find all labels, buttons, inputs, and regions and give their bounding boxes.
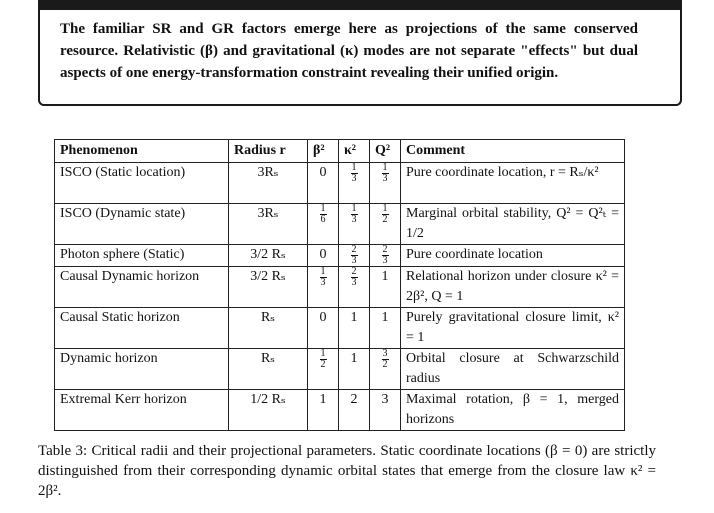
cell-kappa — [339, 267, 370, 308]
cell-comment: Pure coordinate location, r = Rₛ/κ² — [401, 163, 625, 204]
cell-beta: 0 — [308, 163, 339, 204]
cell-radius: Rₛ — [229, 349, 308, 390]
cell-kappa: 2 — [339, 390, 370, 431]
cell-kappa: 1 — [339, 308, 370, 349]
cell-beta: 0 — [308, 308, 339, 349]
frac-num: 2 — [351, 244, 357, 255]
cell-radius: 1/2 Rₛ — [229, 390, 308, 431]
frac-den: 2 — [382, 214, 388, 225]
table-row — [55, 163, 625, 204]
table-row — [55, 245, 625, 267]
frac-den: 3 — [320, 277, 326, 288]
cell-phenomenon: Causal Static horizon — [55, 308, 229, 349]
frac-num: 1 — [320, 266, 326, 277]
frac-den: 3 — [351, 277, 357, 288]
col-header-kappa: κ² — [339, 140, 370, 163]
cell-comment: Relational horizon under closure κ² = 2β², Q = 1 — [401, 267, 625, 308]
cell-q — [370, 204, 401, 245]
table-caption: Table 3: Critical radii and their projectional parameters. Static coordinate locations (β = 0) are strictly distinguished from their corresponding dynamic orbital states that emerge from the closure law κ² = 2β². — [38, 443, 656, 499]
frac-num: 1 — [351, 162, 357, 173]
frac-den: 6 — [320, 214, 326, 225]
frac-num: 2 — [351, 266, 357, 277]
frac-num: 1 — [382, 203, 388, 214]
cell-q: 3 — [370, 390, 401, 431]
cell-phenomenon: Dynamic horizon — [55, 349, 229, 390]
cell-comment: Pure coordinate location — [401, 245, 625, 267]
col-header-comment: Comment — [401, 140, 625, 163]
summary-text: The familiar SR and GR factors emerge here as projections of the same conserved resource. Relativistic (β) and gravitational (κ) modes are not separate "effects" but dual aspects of one energy-transformation constraint revealing their unified origin. — [60, 21, 638, 81]
table-row — [55, 349, 625, 390]
cell-beta: 1 — [308, 390, 339, 431]
frac-num: 1 — [382, 162, 388, 173]
cell-kappa — [339, 245, 370, 267]
frac-den: 2 — [320, 359, 326, 370]
col-header-beta: β² — [308, 140, 339, 163]
cell-comment: Marginal orbital stability, Q² = Q²ₜ = 1/2 — [401, 204, 625, 245]
table-header-row — [55, 140, 625, 163]
cell-kappa — [339, 163, 370, 204]
table-row — [55, 204, 625, 245]
cell-kappa — [339, 204, 370, 245]
frac-num: 1 — [320, 348, 326, 359]
frac-num: 1 — [351, 203, 357, 214]
cell-radius: 3/2 Rₛ — [229, 267, 308, 308]
frac-den: 2 — [382, 359, 388, 370]
cell-radius: 3Rₛ — [229, 163, 308, 204]
cell-comment: Purely gravitational closure limit, κ² = 1 — [401, 308, 625, 349]
cell-radius: 3Rₛ — [229, 204, 308, 245]
frac-den: 3 — [382, 173, 388, 184]
cell-phenomenon: Extremal Kerr horizon — [55, 390, 229, 431]
cell-q: 1 — [370, 267, 401, 308]
col-header-radius: Radius r — [229, 140, 308, 163]
table-row — [55, 267, 625, 308]
cell-q — [370, 349, 401, 390]
frac-num: 3 — [382, 348, 388, 359]
table-row — [55, 390, 625, 431]
frac-den: 3 — [351, 214, 357, 225]
cell-q — [370, 245, 401, 267]
frac-den: 3 — [382, 255, 388, 266]
cell-beta — [308, 349, 339, 390]
frac-num: 1 — [320, 203, 326, 214]
cell-kappa: 1 — [339, 349, 370, 390]
critical-radii-table — [54, 139, 625, 431]
frac-num: 2 — [382, 244, 388, 255]
cell-radius: Rₛ — [229, 308, 308, 349]
table-row — [55, 308, 625, 349]
col-header-q: Q² — [370, 140, 401, 163]
cell-phenomenon: Photon sphere (Static) — [55, 245, 229, 267]
cell-phenomenon: ISCO (Dynamic state) — [55, 204, 229, 245]
frac-den: 3 — [351, 255, 357, 266]
cell-phenomenon: ISCO (Static location) — [55, 163, 229, 204]
cell-comment: Maximal rotation, β = 1, merged horizons — [401, 390, 625, 431]
frac-den: 3 — [351, 173, 357, 184]
col-header-phenomenon: Phenomenon — [55, 140, 229, 163]
cell-q: 1 — [370, 308, 401, 349]
cell-beta — [308, 267, 339, 308]
cell-radius: 3/2 Rₛ — [229, 245, 308, 267]
cell-beta: 0 — [308, 245, 339, 267]
cell-beta — [308, 204, 339, 245]
cell-q — [370, 163, 401, 204]
cell-phenomenon: Causal Dynamic horizon — [55, 267, 229, 308]
cell-comment: Orbital closure at Schwarzschild radius — [401, 349, 625, 390]
